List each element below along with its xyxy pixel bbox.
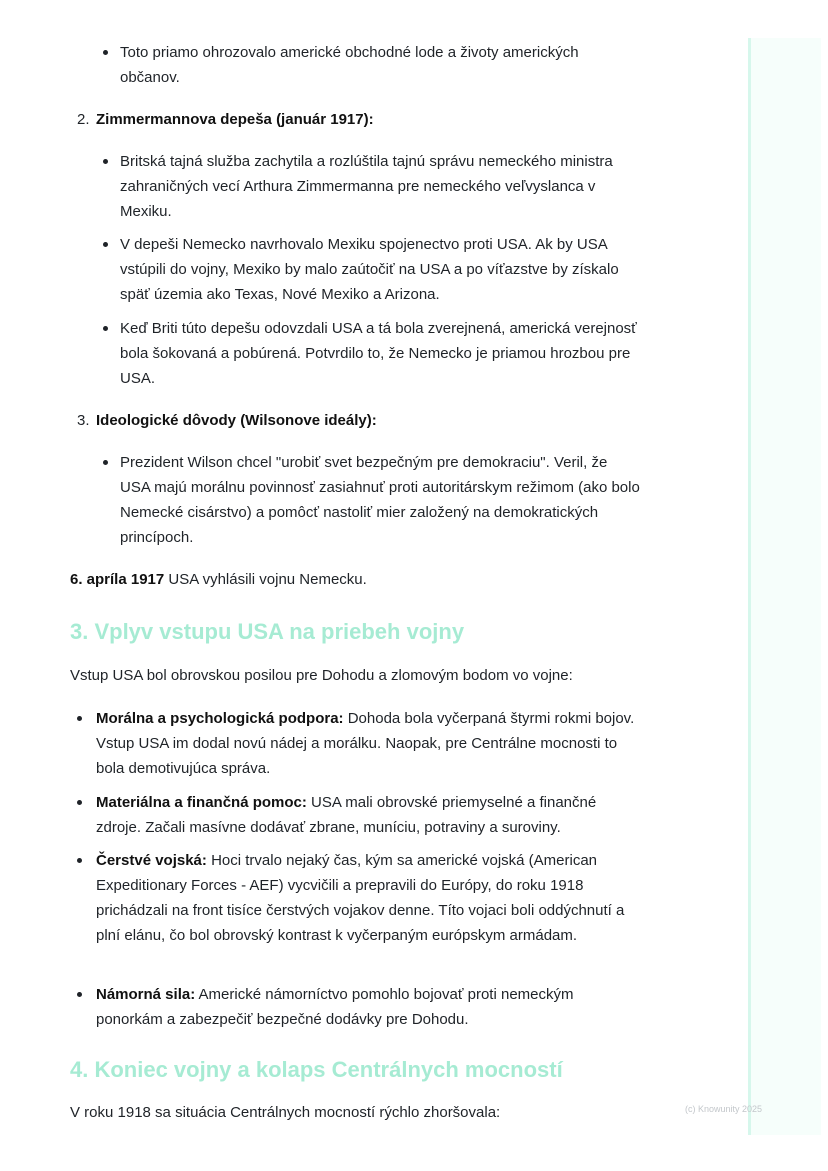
list-item-text: Prezident Wilson chcel "urobiť svet bezpečným pre demokraciu". Veril, že USA majú morálnu povinnosť zasiahnuť proti autoritárskym režimom (ako bolo Nemecké cisárstvo) a pomôcť nastoliť mier založený na demokratických princípoch. — [120, 454, 640, 546]
item-label: Morálna a psychologická podpora: — [96, 710, 344, 727]
item-label: Čerstvé vojská: — [96, 852, 207, 869]
bullet-icon — [77, 716, 82, 721]
list-item-text: Toto priamo ohrozovalo americké obchodné lode a životy amerických občanov. — [120, 44, 579, 86]
declaration-date: 6. apríla 1917 — [70, 571, 165, 588]
bullet-icon — [77, 800, 82, 805]
list-item — [120, 450, 640, 550]
list-item — [96, 982, 641, 1032]
list-item-text: Dohoda bola vyčerpaná štyrmi rokmi bojov. Vstup USA im dodal novú nádej a morálku. Naopak, pre Centrálne mocnosti to bola demotivujúca správa. — [96, 710, 635, 777]
list-item — [120, 40, 640, 90]
bullet-icon — [103, 460, 108, 465]
declaration-text: USA vyhlásili vojnu Nemecku. — [164, 571, 367, 588]
section-heading: 4. Koniec vojny a kolaps Centrálnych mocností — [70, 1057, 563, 1082]
declaration-paragraph — [70, 567, 650, 592]
list-item — [120, 149, 640, 224]
bullet-icon — [103, 50, 108, 55]
side-strip — [748, 38, 821, 1135]
list-item-text: USA mali obrovské priemyselné a finančné zdroje. Začali masívne dodávať zbrane, muníciu, potraviny a suroviny. — [96, 794, 597, 836]
item-title: Ideologické dôvody (Wilsonove ideály): — [96, 412, 377, 429]
list-item — [96, 848, 641, 948]
bullet-icon — [103, 326, 108, 331]
numbered-item — [77, 408, 641, 433]
list-item-text: V depeši Nemecko navrhovalo Mexiku spojenectvo proti USA. Ak by USA vstúpili do vojny, Mexiko by malo zaútočiť na USA a po víťazstve by získalo späť územia ako Texas, Nové Mexiko a Arizona. — [120, 236, 619, 303]
list-item — [96, 706, 641, 781]
bullet-icon — [77, 992, 82, 997]
item-label: Materiálna a finančná pomoc: — [96, 794, 307, 811]
bullet-icon — [77, 858, 82, 863]
list-item — [120, 316, 640, 391]
item-title: Zimmermannova depeša (január 1917): — [96, 111, 374, 128]
bullet-icon — [103, 159, 108, 164]
item-number: 2. — [77, 111, 90, 128]
section-intro: V roku 1918 sa situácia Centrálnych mocností rýchlo zhoršovala: — [70, 1104, 501, 1121]
bullet-icon — [103, 242, 108, 247]
list-item-text: Americké námorníctvo pomohlo bojovať proti nemeckým ponorkám a zabezpečiť bezpečné dodávky pre Dohodu. — [96, 986, 574, 1028]
list-item — [96, 790, 641, 840]
numbered-item — [77, 107, 641, 132]
section-intro: Vstup USA bol obrovskou posilou pre Dohodu a zlomovým bodom vo vojne: — [70, 667, 573, 684]
watermark: (c) Knowunity 2025 — [685, 1104, 763, 1114]
list-item-text: Britská tajná služba zachytila a rozlúštila tajnú správu nemeckého ministra zahraničných vecí Arthura Zimmermanna pre nemeckého veľvyslanca v Mexiku. — [120, 153, 613, 220]
list-item-text: Keď Briti túto depešu odovzdali USA a tá bola zverejnená, americká verejnosť bola šokovaná a pobúrená. Potvrdilo to, že Nemecko je priamou hrozbou pre USA. — [120, 320, 637, 387]
item-label: Námorná sila: — [96, 986, 196, 1003]
list-item-text: Hoci trvalo nejaký čas, kým sa americké vojská (American Expeditionary Forces - AEF) vycvičili a prepravili do Európy, do roku 1918 prichádzali na front tisíce čerstvých vojakov denne. Títo vojaci boli oddýchnutí a plní elánu, čo bol obrovský kontrast k vyčerpaným európskym armádam. — [96, 852, 625, 944]
section-heading: 3. Vplyv vstupu USA na priebeh vojny — [70, 619, 465, 644]
list-item — [120, 232, 640, 307]
item-number: 3. — [77, 412, 90, 429]
